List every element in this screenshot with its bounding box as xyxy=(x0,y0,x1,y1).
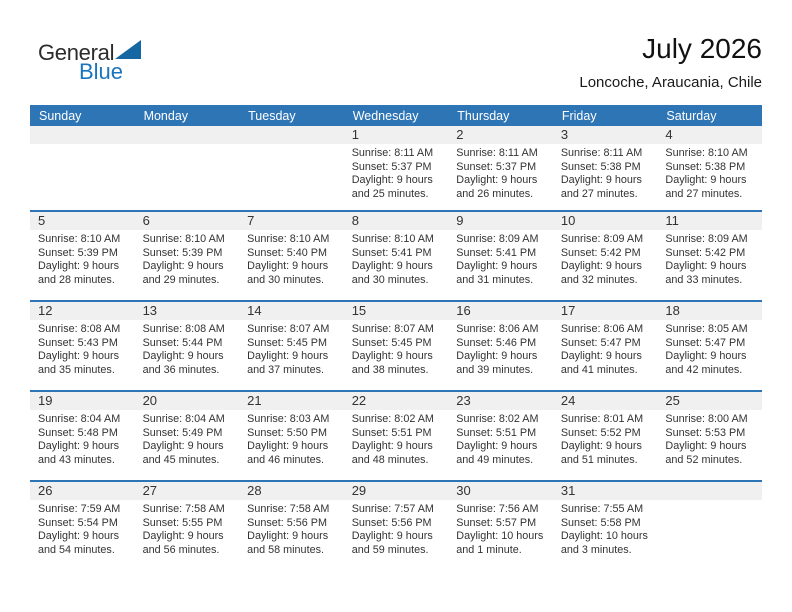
sunset-text: Sunset: 5:41 PM xyxy=(456,246,537,259)
daylight-line1: Daylight: 9 hours xyxy=(38,350,120,363)
top-bar xyxy=(30,0,762,105)
day-details xyxy=(135,500,240,558)
daylight-line1: Daylight: 9 hours xyxy=(665,350,747,363)
day-cell xyxy=(657,212,762,300)
day-cell xyxy=(344,212,449,300)
week-row xyxy=(30,480,762,570)
day-details xyxy=(448,144,553,202)
day-cell xyxy=(344,392,449,480)
sunset-text: Sunset: 5:48 PM xyxy=(38,426,118,439)
daylight-line2: and 56 minutes. xyxy=(142,544,220,557)
sunset-text: Sunset: 5:54 PM xyxy=(38,516,118,529)
day-details xyxy=(135,230,240,288)
daylight-line1: Daylight: 9 hours xyxy=(665,440,747,453)
daylight-line1: Daylight: 9 hours xyxy=(456,440,538,453)
day-number: 19 xyxy=(30,392,135,410)
sunset-text: Sunset: 5:39 PM xyxy=(142,246,223,259)
day-details xyxy=(448,320,553,378)
calendar-table xyxy=(30,105,762,570)
day-details xyxy=(553,320,658,378)
daylight-line2: and 48 minutes. xyxy=(351,454,429,467)
sunset-text: Sunset: 5:37 PM xyxy=(456,160,537,173)
day-cell xyxy=(135,392,240,480)
day-number: 9 xyxy=(448,212,553,230)
daylight-line2: and 58 minutes. xyxy=(247,544,324,557)
sunset-text: Sunset: 5:50 PM xyxy=(247,426,327,439)
daylight-line2: and 27 minutes. xyxy=(665,188,743,201)
day-cell xyxy=(657,126,762,210)
daylight-line1: Daylight: 9 hours xyxy=(247,530,329,543)
sunset-text: Sunset: 5:41 PM xyxy=(351,246,432,259)
day-number: 22 xyxy=(344,392,449,410)
day-cell xyxy=(344,482,449,570)
day-cell xyxy=(448,392,553,480)
day-number: 1 xyxy=(344,126,449,144)
daylight-line1: Daylight: 9 hours xyxy=(351,440,433,453)
sunset-text: Sunset: 5:47 PM xyxy=(665,336,746,349)
day-details xyxy=(30,320,135,378)
weekday-header-saturday: Saturday xyxy=(666,108,717,123)
sunrise-text: Sunrise: 8:09 AM xyxy=(665,233,748,245)
daylight-line1: Daylight: 9 hours xyxy=(38,440,120,453)
day-cell xyxy=(553,126,658,210)
day-number: 17 xyxy=(553,302,658,320)
sunrise-text: Sunrise: 8:06 AM xyxy=(560,323,644,335)
sunset-text: Sunset: 5:47 PM xyxy=(560,336,641,349)
day-cell xyxy=(135,482,240,570)
sunrise-text: Sunrise: 8:02 AM xyxy=(351,413,434,425)
daylight-line2: and 3 minutes. xyxy=(560,544,632,557)
daylight-line2: and 33 minutes. xyxy=(665,274,743,287)
day-number xyxy=(135,126,240,144)
daylight-line1: Daylight: 9 hours xyxy=(560,440,642,453)
day-details xyxy=(30,230,135,288)
sunrise-text: Sunrise: 7:56 AM xyxy=(456,503,539,515)
sunrise-text: Sunrise: 7:59 AM xyxy=(38,503,121,515)
daylight-line2: and 29 minutes. xyxy=(142,274,220,287)
daylight-line2: and 36 minutes. xyxy=(142,364,220,377)
daylight-line1: Daylight: 9 hours xyxy=(456,260,538,273)
day-number: 3 xyxy=(553,126,658,144)
day-details xyxy=(553,230,658,288)
daylight-line2: and 42 minutes. xyxy=(665,364,743,377)
sunset-text: Sunset: 5:49 PM xyxy=(142,426,223,439)
day-number xyxy=(239,126,344,144)
sunset-text: Sunset: 5:45 PM xyxy=(247,336,327,349)
day-number: 25 xyxy=(657,392,762,410)
sunrise-text: Sunrise: 8:11 AM xyxy=(560,147,643,159)
day-cell xyxy=(30,302,135,390)
daylight-line2: and 45 minutes. xyxy=(142,454,220,467)
daylight-line2: and 41 minutes. xyxy=(560,364,638,377)
day-details xyxy=(448,410,553,468)
daylight-line2: and 28 minutes. xyxy=(38,274,115,287)
weekday-header-sunday: Sunday xyxy=(39,108,82,123)
day-number: 12 xyxy=(30,302,135,320)
sunrise-text: Sunrise: 8:10 AM xyxy=(247,233,330,245)
daylight-line1: Daylight: 9 hours xyxy=(560,174,642,187)
daylight-line1: Daylight: 9 hours xyxy=(665,260,747,273)
title-block xyxy=(579,33,762,91)
sunrise-text: Sunrise: 8:11 AM xyxy=(456,147,538,159)
daylight-line1: Daylight: 9 hours xyxy=(142,260,224,273)
calendar-content xyxy=(30,0,762,570)
sunset-text: Sunset: 5:38 PM xyxy=(560,160,641,173)
sunrise-text: Sunrise: 8:04 AM xyxy=(38,413,121,425)
weekday-header-tuesday: Tuesday xyxy=(248,108,296,123)
sunset-text: Sunset: 5:45 PM xyxy=(351,336,432,349)
daylight-line2: and 32 minutes. xyxy=(560,274,638,287)
page-title: July 2026 xyxy=(642,33,762,64)
sunrise-text: Sunrise: 8:08 AM xyxy=(38,323,121,335)
weekday-header-friday: Friday xyxy=(561,108,597,123)
sunrise-text: Sunrise: 7:58 AM xyxy=(142,503,225,515)
sunrise-text: Sunrise: 8:11 AM xyxy=(351,147,434,159)
daylight-line1: Daylight: 9 hours xyxy=(351,350,433,363)
day-cell xyxy=(30,212,135,300)
day-number: 26 xyxy=(30,482,135,500)
day-cell xyxy=(448,302,553,390)
weeks-container xyxy=(30,126,762,570)
daylight-line1: Daylight: 9 hours xyxy=(142,350,224,363)
sunset-text: Sunset: 5:44 PM xyxy=(142,336,223,349)
day-details xyxy=(344,144,449,202)
daylight-line2: and 1 minute. xyxy=(456,544,522,557)
day-details xyxy=(30,500,135,558)
day-number: 23 xyxy=(448,392,553,410)
sunrise-text: Sunrise: 8:05 AM xyxy=(665,323,748,335)
sunset-text: Sunset: 5:42 PM xyxy=(560,246,641,259)
sunset-text: Sunset: 5:55 PM xyxy=(142,516,223,529)
day-number: 24 xyxy=(553,392,658,410)
day-cell xyxy=(448,482,553,570)
sunrise-text: Sunrise: 7:58 AM xyxy=(247,503,330,515)
day-details xyxy=(239,320,344,378)
sunrise-text: Sunrise: 7:55 AM xyxy=(560,503,644,515)
daylight-line1: Daylight: 9 hours xyxy=(560,350,642,363)
day-number: 14 xyxy=(239,302,344,320)
day-number: 20 xyxy=(135,392,240,410)
day-number: 2 xyxy=(448,126,553,144)
day-number: 10 xyxy=(553,212,658,230)
sunset-text: Sunset: 5:42 PM xyxy=(665,246,746,259)
day-number: 11 xyxy=(657,212,762,230)
day-cell xyxy=(239,302,344,390)
daylight-line1: Daylight: 9 hours xyxy=(142,530,224,543)
day-details xyxy=(344,410,449,468)
sunrise-text: Sunrise: 8:10 AM xyxy=(351,233,434,245)
day-details xyxy=(239,410,344,468)
logo-text-blue: Blue xyxy=(79,59,124,84)
sunset-text: Sunset: 5:56 PM xyxy=(247,516,327,529)
day-cell xyxy=(657,392,762,480)
daylight-line2: and 37 minutes. xyxy=(247,364,324,377)
day-details xyxy=(239,230,344,288)
week-row xyxy=(30,210,762,300)
day-details xyxy=(657,144,762,202)
daylight-line1: Daylight: 9 hours xyxy=(456,174,538,187)
daylight-line1: Daylight: 9 hours xyxy=(247,440,329,453)
day-details xyxy=(239,144,344,147)
day-number: 5 xyxy=(30,212,135,230)
daylight-line2: and 30 minutes. xyxy=(351,274,429,287)
day-number: 31 xyxy=(553,482,658,500)
day-details xyxy=(30,144,135,147)
daylight-line2: and 26 minutes. xyxy=(456,188,534,201)
day-cell xyxy=(135,302,240,390)
sunrise-text: Sunrise: 8:02 AM xyxy=(456,413,539,425)
day-details xyxy=(553,500,658,558)
daylight-line2: and 54 minutes. xyxy=(38,544,115,557)
day-cell xyxy=(553,302,658,390)
day-cell xyxy=(448,212,553,300)
day-number: 15 xyxy=(344,302,449,320)
day-number: 28 xyxy=(239,482,344,500)
day-cell xyxy=(239,212,344,300)
day-number: 7 xyxy=(239,212,344,230)
weekday-header-wednesday: Wednesday xyxy=(352,108,419,123)
sunset-text: Sunset: 5:57 PM xyxy=(456,516,537,529)
day-cell xyxy=(344,126,449,210)
day-number: 13 xyxy=(135,302,240,320)
weekday-header-monday: Monday xyxy=(143,108,189,123)
daylight-line2: and 46 minutes. xyxy=(247,454,324,467)
daylight-line1: Daylight: 9 hours xyxy=(560,260,642,273)
day-cell xyxy=(239,392,344,480)
empty-day-cell xyxy=(135,126,240,210)
day-cell xyxy=(30,392,135,480)
daylight-line1: Daylight: 9 hours xyxy=(351,174,433,187)
day-number: 16 xyxy=(448,302,553,320)
empty-day-cell xyxy=(239,126,344,210)
sunset-text: Sunset: 5:58 PM xyxy=(560,516,641,529)
daylight-line1: Daylight: 9 hours xyxy=(247,350,329,363)
day-details xyxy=(657,500,762,503)
day-details xyxy=(553,410,658,468)
general-blue-logo xyxy=(38,40,141,83)
daylight-line2: and 52 minutes. xyxy=(665,454,743,467)
daylight-line2: and 39 minutes. xyxy=(456,364,534,377)
day-details xyxy=(135,144,240,147)
day-number: 27 xyxy=(135,482,240,500)
day-details xyxy=(448,500,553,558)
day-number: 8 xyxy=(344,212,449,230)
sunrise-text: Sunrise: 8:09 AM xyxy=(456,233,539,245)
daylight-line1: Daylight: 9 hours xyxy=(351,260,433,273)
sunset-text: Sunset: 5:38 PM xyxy=(665,160,746,173)
day-details xyxy=(239,500,344,558)
logo-text-general: General xyxy=(38,40,115,65)
location-subtitle: Loncoche, Araucania, Chile xyxy=(579,74,762,91)
daylight-line1: Daylight: 9 hours xyxy=(142,440,224,453)
day-cell xyxy=(553,482,658,570)
sunset-text: Sunset: 5:37 PM xyxy=(351,160,432,173)
day-details xyxy=(344,230,449,288)
day-details xyxy=(657,230,762,288)
daylight-line1: Daylight: 9 hours xyxy=(38,530,120,543)
sunrise-text: Sunrise: 8:01 AM xyxy=(560,413,644,425)
day-cell xyxy=(553,392,658,480)
day-cell xyxy=(657,302,762,390)
sunset-text: Sunset: 5:52 PM xyxy=(560,426,641,439)
day-number: 30 xyxy=(448,482,553,500)
sunrise-text: Sunrise: 8:10 AM xyxy=(665,147,748,159)
sunset-text: Sunset: 5:46 PM xyxy=(456,336,537,349)
sunrise-text: Sunrise: 8:07 AM xyxy=(247,323,330,335)
week-row xyxy=(30,300,762,390)
daylight-line2: and 49 minutes. xyxy=(456,454,534,467)
day-details xyxy=(448,230,553,288)
empty-day-cell xyxy=(30,126,135,210)
daylight-line2: and 38 minutes. xyxy=(351,364,429,377)
daylight-line2: and 30 minutes. xyxy=(247,274,324,287)
sunrise-text: Sunrise: 8:06 AM xyxy=(456,323,539,335)
day-cell xyxy=(344,302,449,390)
sunrise-text: Sunrise: 8:10 AM xyxy=(38,233,121,245)
day-number: 4 xyxy=(657,126,762,144)
daylight-line2: and 27 minutes. xyxy=(560,188,638,201)
daylight-line1: Daylight: 9 hours xyxy=(456,350,538,363)
day-details xyxy=(657,410,762,468)
sunrise-text: Sunrise: 8:09 AM xyxy=(560,233,644,245)
daylight-line2: and 43 minutes. xyxy=(38,454,115,467)
day-cell xyxy=(553,212,658,300)
sunset-text: Sunset: 5:51 PM xyxy=(351,426,432,439)
daylight-line1: Daylight: 9 hours xyxy=(38,260,120,273)
day-number xyxy=(30,126,135,144)
daylight-line2: and 25 minutes. xyxy=(351,188,429,201)
daylight-line1: Daylight: 9 hours xyxy=(351,530,433,543)
daylight-line1: Daylight: 9 hours xyxy=(665,174,747,187)
sunset-text: Sunset: 5:43 PM xyxy=(38,336,118,349)
sunrise-text: Sunrise: 8:10 AM xyxy=(142,233,225,245)
sunrise-text: Sunrise: 8:08 AM xyxy=(142,323,225,335)
day-number: 18 xyxy=(657,302,762,320)
empty-day-cell xyxy=(657,482,762,570)
sunrise-text: Sunrise: 8:04 AM xyxy=(142,413,225,425)
day-cell xyxy=(239,482,344,570)
day-details xyxy=(30,410,135,468)
sunset-text: Sunset: 5:39 PM xyxy=(38,246,118,259)
day-number: 29 xyxy=(344,482,449,500)
sunset-text: Sunset: 5:56 PM xyxy=(351,516,432,529)
daylight-line1: Daylight: 9 hours xyxy=(247,260,329,273)
daylight-line2: and 51 minutes. xyxy=(560,454,638,467)
sunset-text: Sunset: 5:40 PM xyxy=(247,246,327,259)
day-number: 6 xyxy=(135,212,240,230)
sunrise-text: Sunrise: 8:07 AM xyxy=(351,323,434,335)
weekday-header-row xyxy=(30,105,762,126)
day-cell xyxy=(135,212,240,300)
day-details xyxy=(344,320,449,378)
day-cell xyxy=(448,126,553,210)
sunrise-text: Sunrise: 8:00 AM xyxy=(665,413,748,425)
sunrise-text: Sunrise: 8:03 AM xyxy=(247,413,330,425)
sunset-text: Sunset: 5:53 PM xyxy=(665,426,746,439)
day-number: 21 xyxy=(239,392,344,410)
week-row xyxy=(30,126,762,210)
day-details xyxy=(135,410,240,468)
day-number xyxy=(657,482,762,500)
daylight-line2: and 35 minutes. xyxy=(38,364,115,377)
day-details xyxy=(344,500,449,558)
daylight-line2: and 59 minutes. xyxy=(351,544,429,557)
sunset-text: Sunset: 5:51 PM xyxy=(456,426,537,439)
day-cell xyxy=(30,482,135,570)
daylight-line1: Daylight: 10 hours xyxy=(456,530,544,543)
day-details xyxy=(135,320,240,378)
week-row xyxy=(30,390,762,480)
day-details xyxy=(553,144,658,202)
weekday-header-thursday: Thursday xyxy=(457,108,510,123)
sunrise-text: Sunrise: 7:57 AM xyxy=(351,503,434,515)
daylight-line1: Daylight: 10 hours xyxy=(560,530,648,543)
daylight-line2: and 31 minutes. xyxy=(456,274,534,287)
day-details xyxy=(657,320,762,378)
